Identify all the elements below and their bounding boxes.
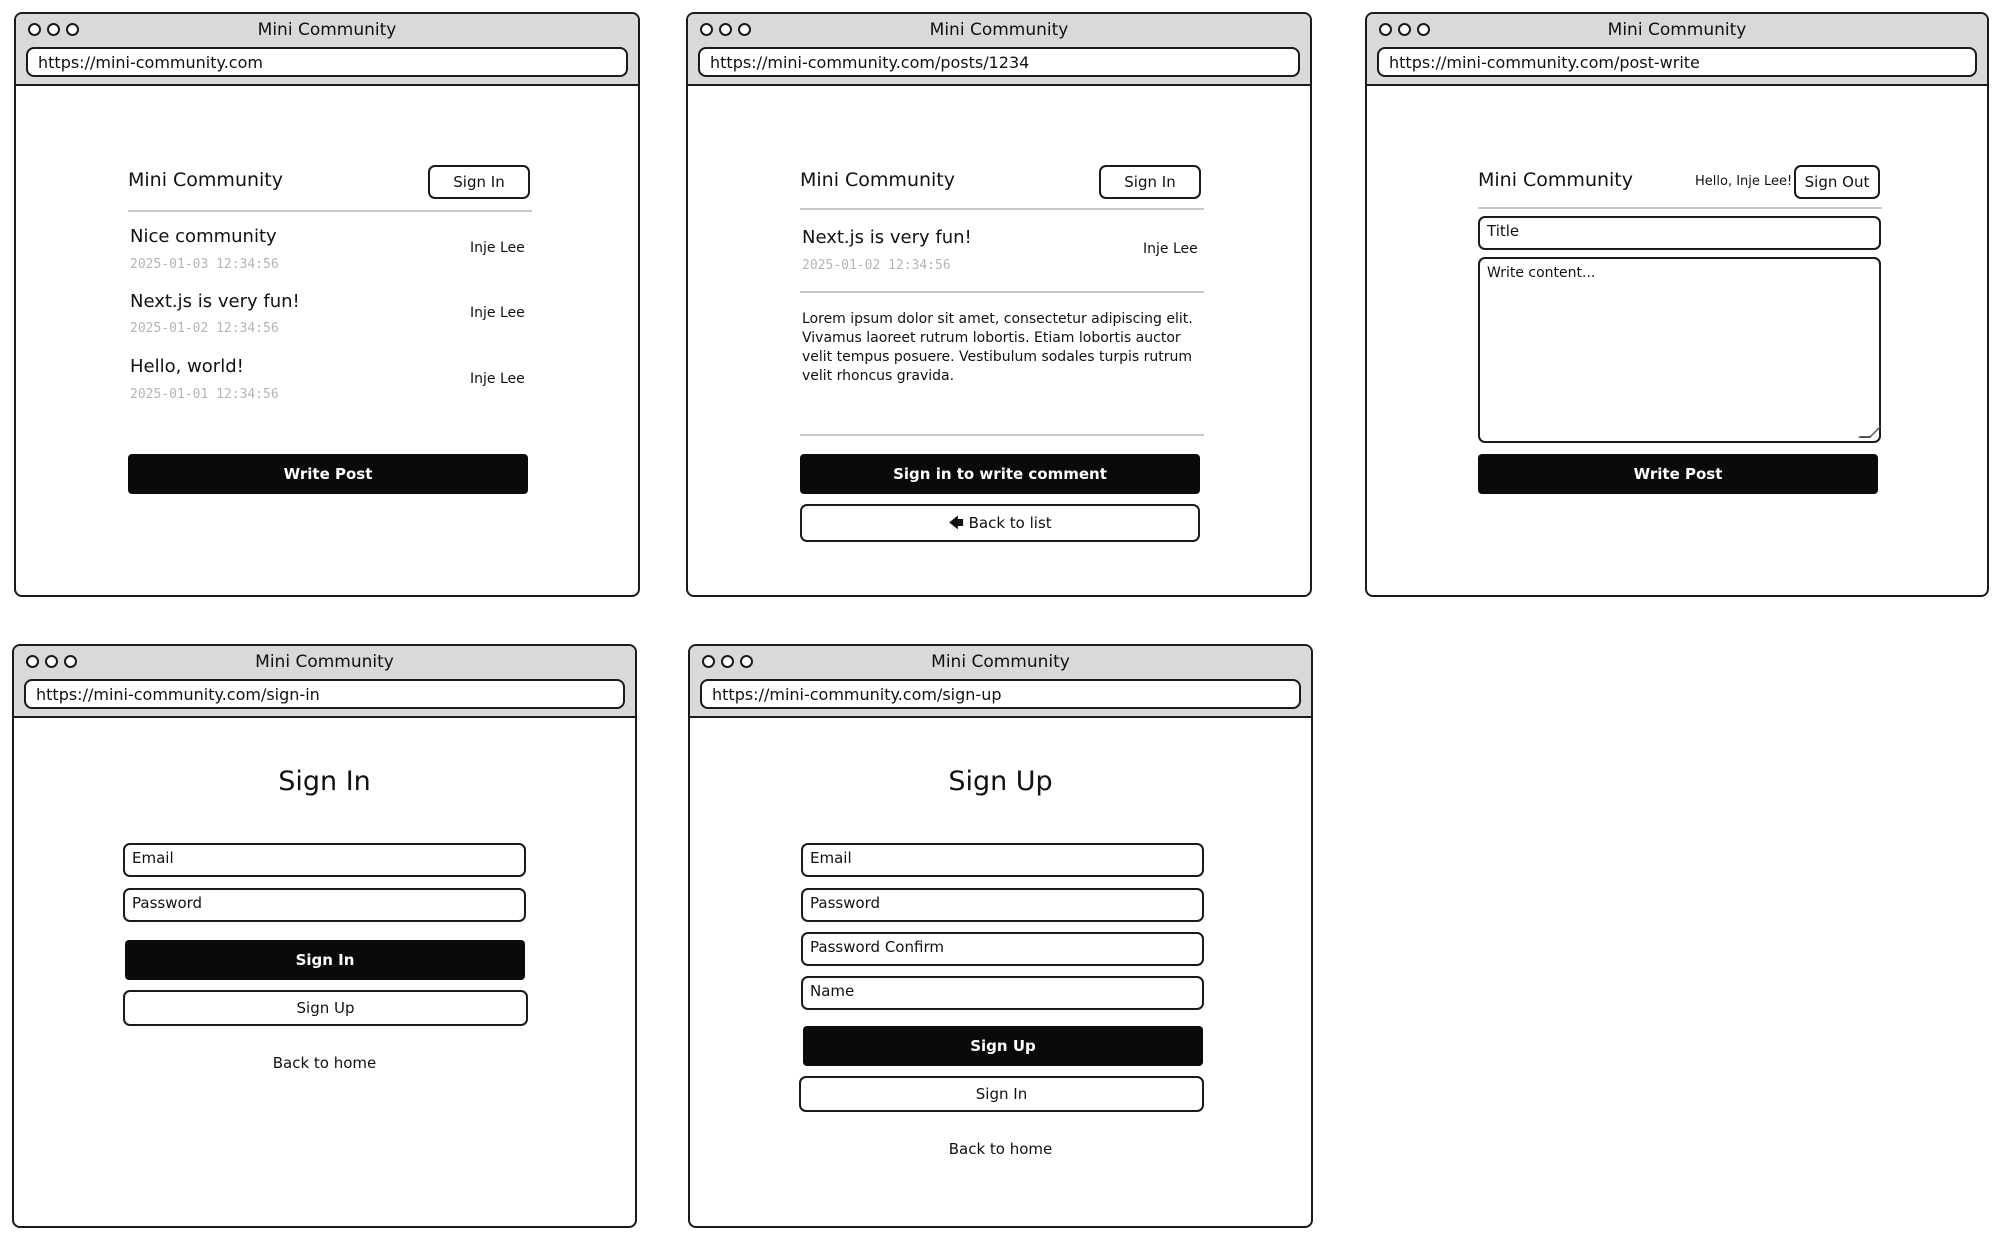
browser-chrome [690, 646, 1311, 718]
title-input[interactable]: Title [1478, 216, 1881, 250]
post-date: 2025-01-01 12:34:56 [130, 387, 279, 402]
post-author: Inje Lee [470, 240, 525, 256]
window-title: Mini Community [929, 20, 1069, 40]
sign-in-button[interactable]: Sign In [428, 165, 530, 199]
window-title: Mini Community [931, 652, 1070, 672]
sign-in-window [12, 644, 637, 1228]
sign-in-to-comment-button[interactable]: Sign in to write comment [800, 454, 1200, 494]
divider [128, 210, 532, 212]
post-title[interactable]: Hello, world! [130, 356, 244, 377]
write-post-button[interactable]: Write Post [128, 454, 528, 494]
window-title: Mini Community [1607, 20, 1747, 40]
password-input[interactable]: Password [123, 888, 526, 922]
back-to-list-button[interactable]: 🡄 Back to list [800, 504, 1200, 542]
divider [800, 291, 1204, 293]
address-bar[interactable]: https://mini-community.com/post-write [1377, 47, 1977, 77]
post-date: 2025-01-03 12:34:56 [130, 257, 279, 272]
user-greeting: Hello, Inje Lee! [1695, 174, 1793, 189]
sign-in-button[interactable]: Sign In [799, 1076, 1204, 1112]
back-to-home-link[interactable]: Back to home [272, 1054, 377, 1072]
browser-chrome [14, 646, 635, 718]
password-confirm-input[interactable]: Password Confirm [801, 932, 1204, 966]
divider [800, 434, 1204, 436]
sign-out-button[interactable]: Sign Out [1794, 165, 1880, 199]
write-post-button[interactable]: Write Post [1478, 454, 1878, 494]
sign-up-submit-button[interactable]: Sign Up [803, 1026, 1203, 1066]
address-bar[interactable]: https://mini-community.com/posts/1234 [698, 47, 1300, 77]
name-input[interactable]: Name [801, 976, 1204, 1010]
browser-chrome [1367, 14, 1987, 86]
browser-chrome [16, 14, 638, 86]
post-title[interactable]: Nice community [130, 226, 277, 247]
content-placeholder: Write content... [1487, 265, 1596, 281]
post-author: Inje Lee [470, 305, 525, 321]
site-brand[interactable]: Mini Community [800, 169, 955, 191]
site-brand[interactable]: Mini Community [128, 169, 283, 191]
divider [800, 208, 1204, 210]
sign-up-button[interactable]: Sign Up [123, 990, 528, 1026]
address-bar[interactable]: https://mini-community.com/sign-up [700, 679, 1301, 709]
password-input[interactable]: Password [801, 888, 1204, 922]
email-input[interactable]: Email [123, 843, 526, 877]
home-window [14, 12, 640, 597]
sign-in-button[interactable]: Sign In [1099, 165, 1201, 199]
post-author: Inje Lee [1143, 241, 1198, 257]
browser-chrome [688, 14, 1310, 86]
post-author: Inje Lee [470, 371, 525, 387]
divider [1478, 207, 1882, 209]
address-bar[interactable]: https://mini-community.com [26, 47, 628, 77]
post-date: 2025-01-02 12:34:56 [130, 321, 279, 336]
content-textarea[interactable] [1478, 257, 1881, 443]
back-to-home-link[interactable]: Back to home [948, 1140, 1053, 1158]
email-input[interactable]: Email [801, 843, 1204, 877]
window-title: Mini Community [257, 20, 397, 40]
resize-handle-icon[interactable] [1858, 426, 1882, 438]
sign-up-window [688, 644, 1313, 1228]
sign-in-submit-button[interactable]: Sign In [125, 940, 525, 980]
page-heading: Sign Up [948, 766, 1053, 797]
post-detail-window [686, 12, 1312, 597]
post-title[interactable]: Next.js is very fun! [130, 291, 300, 312]
site-brand[interactable]: Mini Community [1478, 169, 1633, 191]
post-title: Next.js is very fun! [802, 227, 972, 248]
post-body: Lorem ipsum dolor sit amet, consectetur adipiscing elit. Vivamus laoreet rutrum lobortis. Etiam lobortis auctor velit tempus posuere. Vestibulum sodales turpis rutrum velit rhoncus gravida. [802, 311, 1193, 384]
post-date: 2025-01-02 12:34:56 [802, 258, 951, 273]
window-title: Mini Community [255, 652, 394, 672]
page-heading: Sign In [278, 766, 371, 797]
address-bar[interactable]: https://mini-community.com/sign-in [24, 679, 625, 709]
write-post-window [1365, 12, 1989, 597]
